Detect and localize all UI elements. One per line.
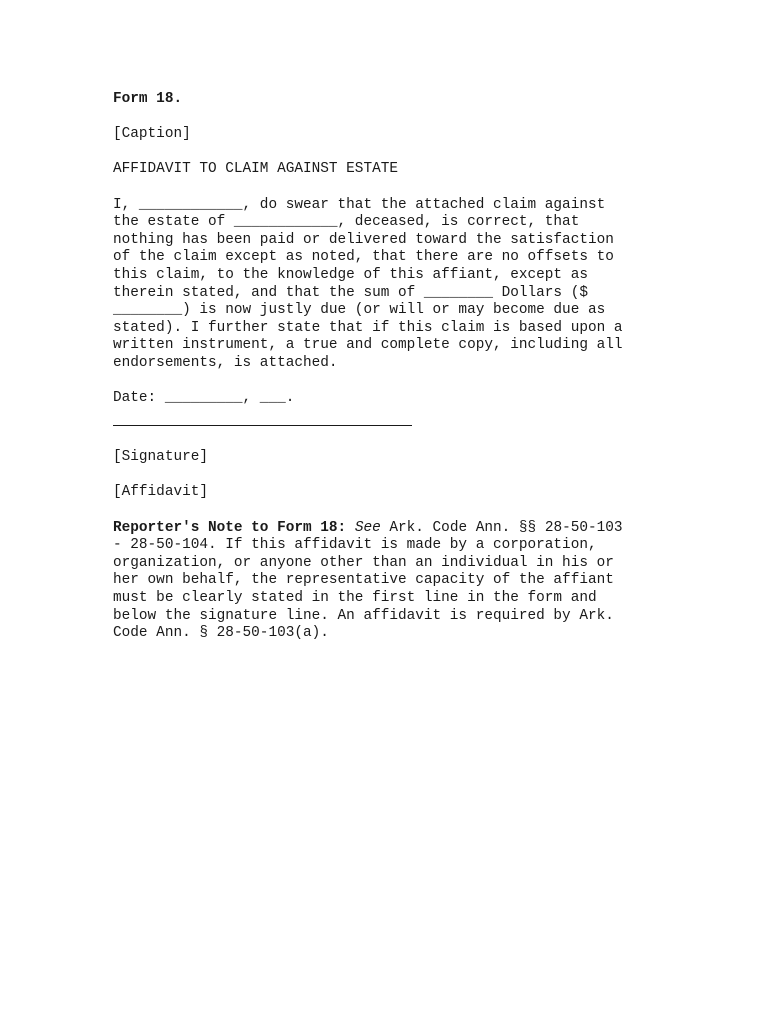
body-line: stated). I further state that if this claim is based upon a xyxy=(113,319,623,336)
signature-block xyxy=(113,449,673,467)
body-line: ________) is now justly due (or will or may become due as xyxy=(113,302,606,319)
note-line: below the signature line. An affidavit is required by Ark. xyxy=(113,607,614,624)
document-page xyxy=(113,91,673,660)
body-line: this claim, to the knowledge of this affiant, except as xyxy=(113,266,588,283)
body-line: the estate of ____________, deceased, is correct, that xyxy=(113,214,580,231)
reporters-note xyxy=(113,520,673,643)
form-title: Form 18. xyxy=(113,91,183,107)
note-line: her own behalf, the representative capacity of the affiant xyxy=(113,572,614,589)
caption-placeholder: [Caption] xyxy=(113,126,191,143)
form-title-block xyxy=(113,91,673,109)
signature-rule xyxy=(113,425,412,426)
note-first-line-rest: Ark. Code Ann. §§ 28-50-103 xyxy=(380,519,623,536)
note-line: Code Ann. § 28-50-103(a). xyxy=(113,625,329,642)
affidavit-body xyxy=(113,197,673,373)
body-line: endorsements, is attached. xyxy=(113,354,338,371)
note-first-line xyxy=(113,520,673,538)
note-label: Reporter's Note to Form 18: xyxy=(113,519,347,536)
note-see: See xyxy=(354,519,381,536)
document-heading: AFFIDAVIT TO CLAIM AGAINST ESTATE xyxy=(113,161,398,178)
affidavit-block xyxy=(113,484,673,502)
body-line: written instrument, a true and complete copy, including all xyxy=(113,337,623,354)
date-block xyxy=(113,390,673,408)
body-line: therein stated, and that the sum of ________ Dollars ($ xyxy=(113,284,588,301)
note-line: organization, or anyone other than an individual in his or xyxy=(113,554,614,571)
body-line: nothing has been paid or delivered toward the satisfaction xyxy=(113,231,614,248)
note-line: must be clearly stated in the first line in the form and xyxy=(113,590,597,607)
heading-block xyxy=(113,161,673,179)
affidavit-placeholder: [Affidavit] xyxy=(113,484,208,501)
note-line: - 28-50-104. If this affidavit is made by a corporation, xyxy=(113,537,597,554)
caption-block xyxy=(113,126,673,144)
body-line: I, ____________, do swear that the attached claim against xyxy=(113,196,606,213)
date-line: Date: _________, ___. xyxy=(113,390,295,407)
body-line: of the claim except as noted, that there are no offsets to xyxy=(113,249,614,266)
signature-placeholder: [Signature] xyxy=(113,449,208,466)
